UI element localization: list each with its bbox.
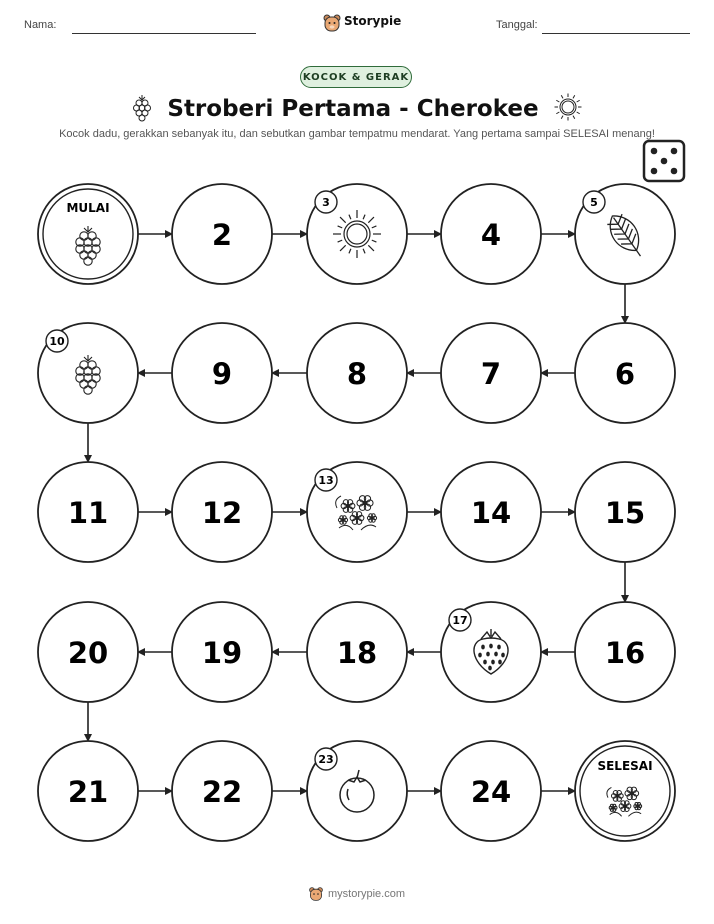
space-number: 5 (590, 196, 598, 209)
space-number: 23 (318, 753, 334, 766)
board-space-4 (441, 184, 541, 284)
name-label: Nama: (24, 19, 57, 31)
space-number: 17 (452, 614, 468, 627)
instructions: Kocok dadu, gerakkan sebanyak itu, dan sebutkan gambar tempatmu mendarat. Yang pertama sampai SELESAI menang! (59, 128, 655, 140)
space-number: 15 (604, 496, 646, 530)
board-space-8 (307, 323, 407, 423)
board-space-10 (38, 323, 138, 423)
board-space-16 (575, 602, 675, 702)
board-space-14 (441, 462, 541, 562)
board-space-19 (172, 602, 272, 702)
space-number: 10 (49, 335, 65, 348)
date-label: Tanggal: (496, 19, 538, 31)
board-space-23 (307, 741, 407, 841)
board-space-3 (307, 184, 407, 284)
space-number: 21 (67, 775, 109, 809)
activity-badge: KOCOK & GERAK (300, 66, 412, 88)
space-number: 14 (470, 496, 512, 530)
space-number: 7 (480, 357, 502, 391)
board-space-6 (575, 323, 675, 423)
space-number: 22 (201, 775, 243, 809)
finish-space (575, 741, 675, 841)
space-number: 24 (470, 775, 512, 809)
start-label: MULAI (66, 201, 110, 215)
space-number: 11 (67, 496, 109, 530)
space-number: 3 (322, 196, 330, 209)
space-number: 20 (67, 636, 109, 670)
footer-site: mystorypie.com (328, 888, 406, 900)
board-space-17 (441, 602, 541, 702)
board-space-20 (38, 602, 138, 702)
footer-logo (308, 886, 408, 906)
board-space-24 (441, 741, 541, 841)
board-space-15 (575, 462, 675, 562)
space-number: 18 (336, 636, 378, 670)
board-space-21 (38, 741, 138, 841)
space-number: 19 (201, 636, 243, 670)
board-spaces (38, 184, 675, 841)
space-number: 2 (211, 218, 233, 252)
dice-icon (644, 141, 684, 181)
start-space (38, 184, 138, 284)
space-number: 16 (604, 636, 646, 670)
board-space-11 (38, 462, 138, 562)
page-title-text: Stroberi Pertama - Cherokee (167, 96, 539, 122)
storypie-mascot-icon (308, 886, 324, 902)
space-number: 13 (318, 474, 334, 487)
board-space-5 (575, 184, 675, 284)
board-space-2 (172, 184, 272, 284)
space-number: 12 (201, 496, 243, 530)
finish-label: SELESAI (597, 759, 653, 773)
space-number: 8 (346, 357, 368, 391)
space-number: 6 (614, 357, 636, 391)
space-number: 4 (480, 218, 502, 252)
board-space-12 (172, 462, 272, 562)
board-space-9 (172, 323, 272, 423)
board-space-13 (307, 462, 407, 562)
space-number: 9 (211, 357, 233, 391)
board-space-18 (307, 602, 407, 702)
board-space-22 (172, 741, 272, 841)
brand-name: Storypie (344, 14, 402, 28)
board-space-7 (441, 323, 541, 423)
